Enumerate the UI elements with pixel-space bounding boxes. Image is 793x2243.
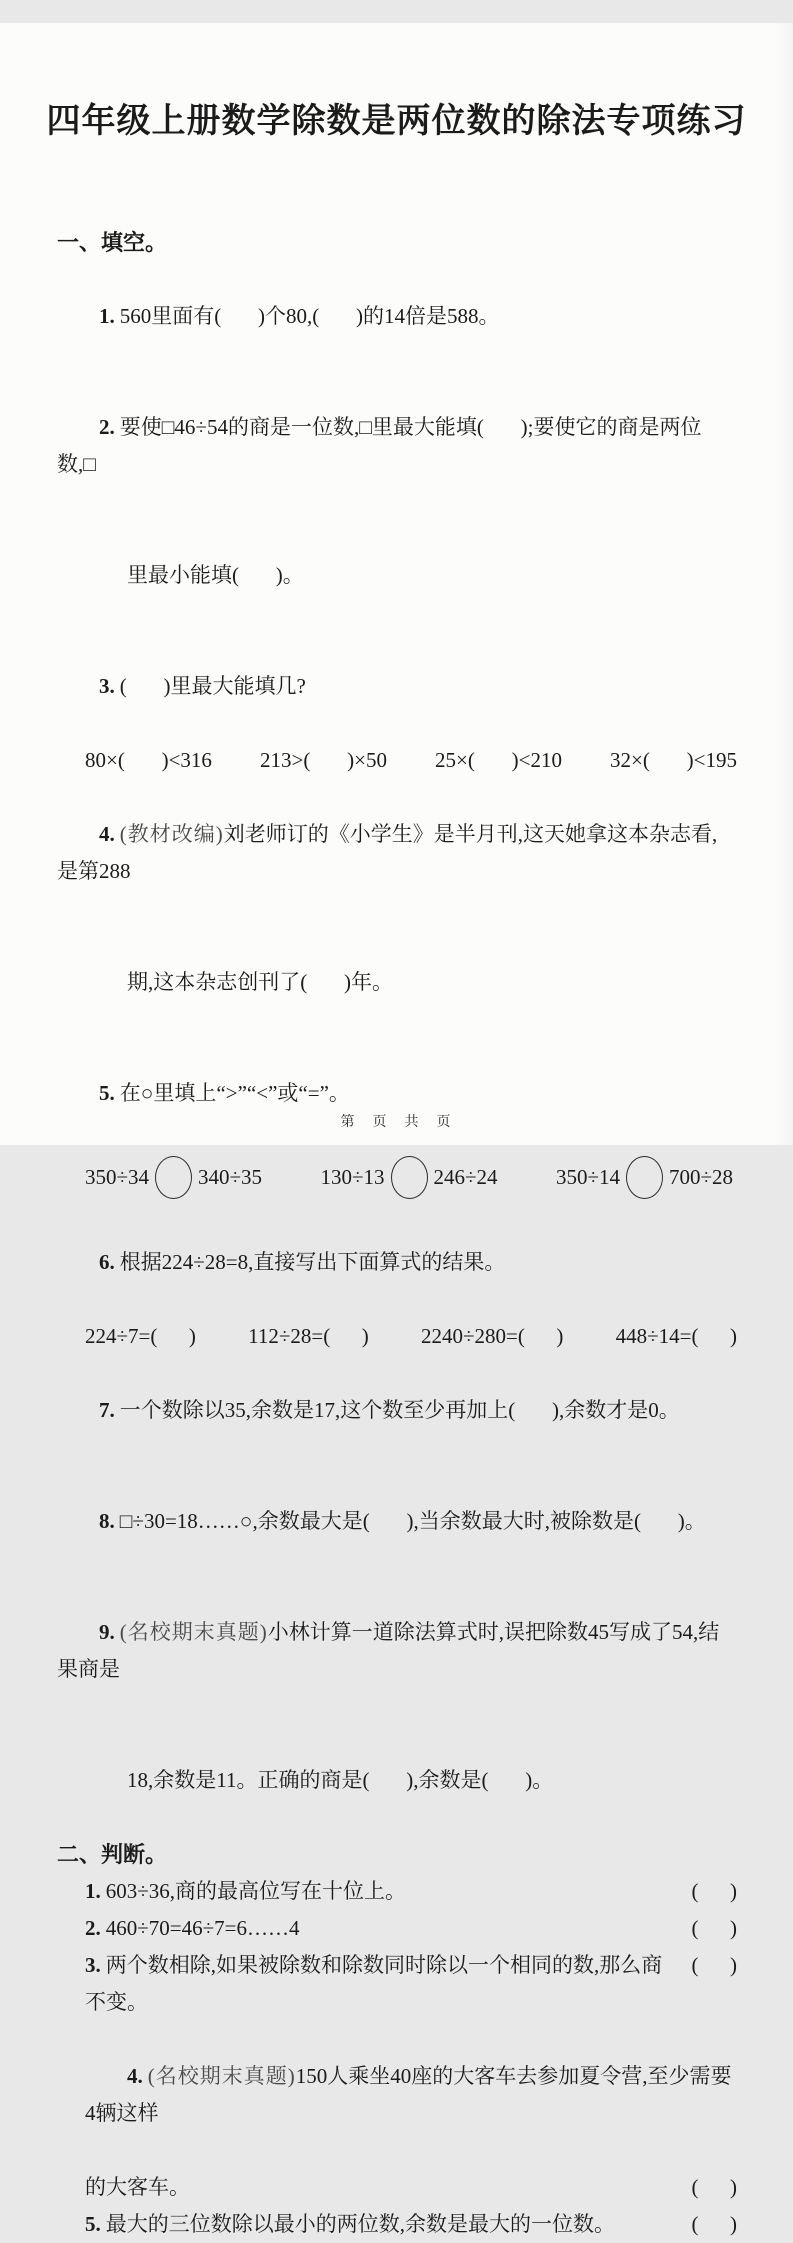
answer-bracket: ( ): [691, 1878, 737, 1903]
division-blank: 2240÷280=( ): [421, 1323, 564, 1348]
comparison-right: 246÷24: [433, 1165, 498, 1190]
section-judge-heading: 二、判断。: [57, 1841, 168, 1867]
problem-text: 150人乘坐40座的大客车去参加夏令营,至少需要4辆这样: [85, 2063, 732, 2125]
fill-problem-9-line2: [57, 1725, 737, 1836]
compare-circle-blank: [626, 1156, 663, 1199]
problem-number: 5.: [99, 1080, 115, 1105]
page-footer: 第 页 共 页: [340, 1114, 453, 1130]
fill-problem-3-equations: [57, 742, 737, 779]
fill-problem-4-line1: [57, 779, 737, 927]
problem-text: 小林计算一道除法算式时,误把除数45写成了54,结果商是: [57, 1619, 720, 1681]
fill-problem-4-line2: [57, 927, 737, 1038]
division-blank: 224÷7=( ): [85, 1323, 196, 1348]
problem-text: 的大客车。: [85, 2174, 190, 2199]
comparison-left: 130÷13: [320, 1165, 385, 1190]
source-tag: (教材改编): [119, 821, 224, 846]
division-blank: 112÷28=( ): [248, 1323, 369, 1348]
problem-number: 6.: [99, 1249, 115, 1274]
inequality-blank: 213>( )×50: [260, 747, 387, 772]
problem-number: 5.: [85, 2211, 101, 2236]
judge-problem-4-line2: [57, 2169, 737, 2206]
fill-problem-6-equations: [57, 1318, 737, 1355]
problem-text: 2. 460÷70=46÷7=6……4: [85, 1915, 300, 1940]
comparison-group: [85, 1156, 262, 1199]
problem-text: 刘老师订的《小学生》是半月刊,这天她拿这本杂志看,是第288: [57, 821, 718, 883]
worksheet-content: [0, 224, 793, 2243]
judge-problem-4-line1: [57, 2021, 737, 2169]
division-blank: 448÷14=( ): [615, 1323, 737, 1348]
fill-problem-9-line1: [57, 1577, 737, 1725]
comparison-group: [556, 1156, 733, 1199]
problem-text: □÷30=18……○,余数最大是( ),当余数最大时,被除数是( )。: [119, 1508, 706, 1533]
answer-bracket: ( ): [691, 1915, 737, 1940]
problem-text: 期,这本杂志创刊了( )年。: [127, 969, 393, 994]
problem-text: 里最小能填( )。: [127, 562, 304, 587]
problem-number: 2.: [85, 1915, 101, 1940]
inequality-blank: 80×( )<316: [85, 747, 212, 772]
comparison-group: [320, 1156, 497, 1199]
problem-number: 7.: [99, 1397, 115, 1422]
section-true-false: [57, 1836, 737, 2243]
comparison-right: 340÷35: [198, 1165, 263, 1190]
problem-number: 8.: [99, 1508, 115, 1533]
inequality-blank: 25×( )<210: [435, 747, 562, 772]
fill-problem-8: [57, 1466, 737, 1577]
problem-text: 5. 最大的三位数除以最小的两位数,余数是最大的一位数。: [85, 2211, 615, 2236]
source-tag: (名校期末真题): [119, 1619, 268, 1644]
judge-problem-5: [57, 2206, 737, 2243]
inequality-blank: 32×( )<195: [610, 747, 737, 772]
judge-problem-3: [57, 1947, 737, 2021]
section-fill-in-blanks: [57, 224, 737, 1836]
problem-text: 18,余数是11。正确的商是( ),余数是( )。: [127, 1767, 554, 1792]
problem-number: 9.: [99, 1619, 115, 1644]
problem-number: 3.: [99, 673, 115, 698]
problem-number: 4.: [127, 2063, 143, 2088]
fill-problem-2-line1: [57, 372, 737, 520]
problem-text: 在○里填上“>”“<”或“=”。: [119, 1080, 350, 1105]
comparison-left: 350÷14: [555, 1165, 620, 1190]
problem-number: 3.: [85, 1952, 101, 1977]
problem-text: 560里面有( )个80,( )的14倍是588。: [119, 303, 500, 328]
answer-bracket: ( ): [691, 2174, 737, 2199]
fill-problem-2-line2: [57, 520, 737, 631]
judge-problem-2: [57, 1910, 737, 1947]
fill-problem-5-line1: [57, 1038, 737, 1149]
answer-bracket: ( ): [691, 2211, 737, 2236]
problem-number: 2.: [99, 414, 115, 439]
source-tag: (名校期末真题): [147, 2063, 296, 2088]
problem-number: 1.: [85, 1878, 101, 1903]
fill-problem-3-line1: [57, 631, 737, 742]
fill-problem-7: [57, 1355, 737, 1466]
problem-number: 1.: [99, 303, 115, 328]
answer-bracket: ( ): [691, 1952, 737, 1977]
fill-problem-5-comparisons: [57, 1149, 737, 1207]
judge-problem-1: [57, 1873, 737, 1910]
problem-text: 1. 603÷36,商的最高位写在十位上。: [85, 1878, 407, 1903]
problem-text: 根据224÷28=8,直接写出下面算式的结果。: [119, 1249, 506, 1274]
problem-text: ( )里最大能填几?: [119, 673, 306, 698]
compare-circle-blank: [391, 1156, 428, 1199]
problem-text: 一个数除以35,余数是17,这个数至少再加上( ),余数才是0。: [119, 1397, 680, 1422]
fill-problem-6-line1: [57, 1207, 737, 1318]
problem-text: 要使□46÷54的商是一位数,□里最大能填( );要使它的商是两位数,□: [57, 414, 702, 476]
page-title: 四年级上册数学除数是两位数的除法专项练习: [46, 101, 747, 140]
worksheet-page: [0, 23, 793, 2236]
comparison-right: 700÷28: [668, 1165, 733, 1190]
comparison-left: 350÷34: [85, 1165, 150, 1190]
fill-problem-1: [57, 261, 737, 372]
compare-circle-blank: [155, 1156, 192, 1199]
problem-number: 4.: [99, 821, 115, 846]
section-fill-heading: 一、填空。: [57, 229, 168, 255]
problem-text: 3. 两个数相除,如果被除数和除数同时除以一个相同的数,那么商不变。: [85, 1952, 663, 2014]
